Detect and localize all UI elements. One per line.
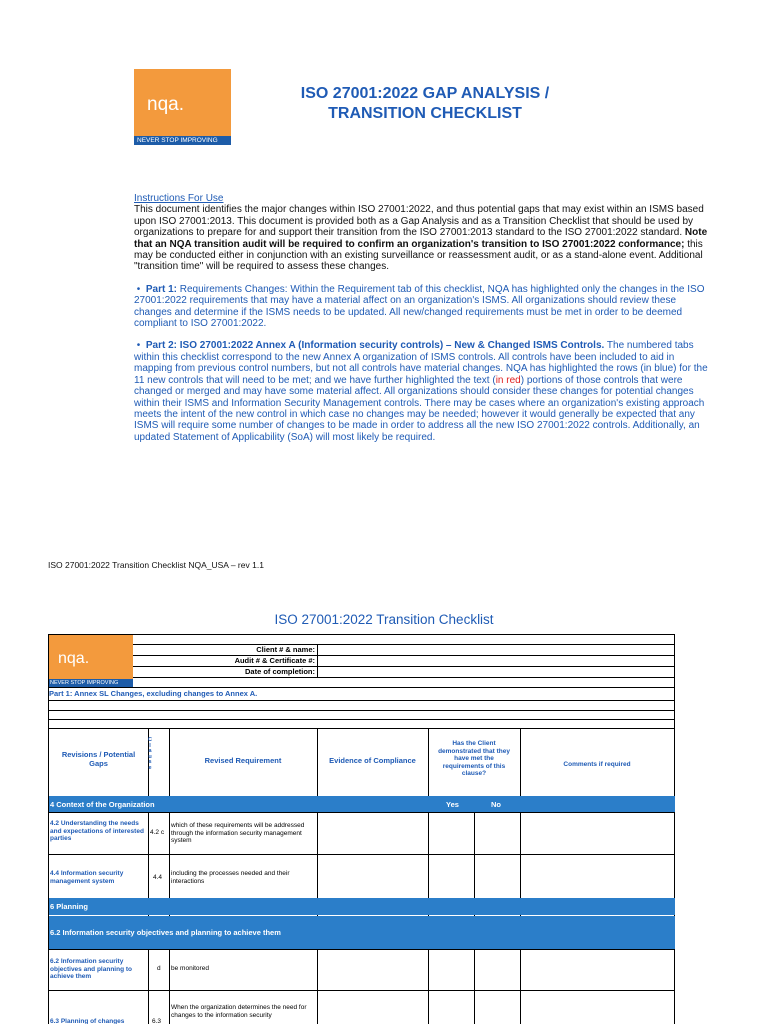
part1-header: Part 1: Annex SL Changes, excluding changes to Annex A. [49,689,258,698]
title-line-1: ISO 27001:2022 GAP ANALYSIS / [300,85,550,102]
sheet-line [133,677,675,678]
part2-title: ISO 27001:2022 Annex A (Information security controls) – New & Changed ISMS Controls. [179,340,605,352]
sheet-line [48,949,675,950]
row-6-3-item: 6.3 Planning of changes [50,1018,125,1024]
sheet-line [169,728,170,1024]
checklist-title: ISO 27001:2022 Transition Checklist [274,612,494,627]
intro-text-b: this may be conducted either in conjunction with an existing surveillance or reassessment audit, or as a stand-alone event. Additional "transition time" will be required to assess these changes. [134,238,703,273]
sheet-line [317,644,318,677]
instructions-block [134,193,714,454]
sheet-line [674,634,675,1024]
part2-paragraph: • Part 2: ISO 27001:2022 Annex A (Information security controls) – New & Changed ISMS Controls. The numbered tabs within this checklist correspond to the new Annex A organization of ISMS controls. All controls have been included to aid in mapping from previous control numbers, but not all controls have material changes. NQA has highlighted the rows (in blue) for the 11 new controls that will need to be met; and we have further highlighted the text (in red) portions of those controls that were changed or merged and may have some material affect. All organizations should consider these changes for potential changes within their ISMS and Information Security Management controls. There may be cases where an organization's existing approach meets the intent of the new control in which case no changes may be needed; however it would generally be expected that any ISMS will require some number of changes to be made in order to address all the new ISO 27001:2022 controls. Additionally, an updated Statement of Applicability (SoA) will most likely be required. [134,340,708,443]
audit-label: Audit # & Certificate #: [234,656,315,665]
part1-label: Part 1: [145,283,177,295]
row-4-4-requirement: including the processes needed and their interactions [171,870,290,885]
row-6-3-requirement: When the organization determines the need for changes to the information security [171,1004,307,1019]
sheet-logo-tagline: NEVER STOP IMPROVING [48,679,133,687]
nqa-logo [134,69,231,145]
no-header: No [491,799,501,809]
section-4-title: 4 Context of the Organization [50,799,155,809]
col-header-comments: Comments if required [563,761,631,768]
sheet-line [520,728,521,1024]
footer-reference: ISO 27001:2022 Transition Checklist NQA_USA – rev 1.1 [48,560,264,570]
part2-text-b: ) portions of those controls that were changed or merged and may have some material affect. All organizations should consider these changes for potential changes within their ISMS and Information Security Management controls. There may be cases where an organization's existing approach meets the intent of the new control in which case no changes may be needed; however it would generally be expected that any ISMS will require some number of changes to be made in order to address all the new ISO 27001:2022 controls. Additionally, an updated Statement of Applicability (SoA) will most likely be required. [134,374,705,443]
sheet-line [148,728,149,1024]
title-line-2: TRANSITION CHECKLIST [328,105,522,122]
row-6-2-item: 6.2 Information security objectives and planning to achieve them [50,958,132,980]
logo-brand: nqa. [147,94,184,115]
checklist-sheet [48,634,675,1024]
col-header-evidence: Evidence of Compliance [329,756,416,765]
sheet-line [48,687,675,688]
row-6-2-clause: d [157,965,161,972]
logo-tagline: NEVER STOP IMPROVING [134,136,231,145]
part2-label: Part 2: [145,340,177,352]
col-header-clause: Clause [148,737,152,771]
col-revisions-text: Revisions / Potential Gaps [61,750,136,768]
section-6-2-title: 6.2 Information security objectives and planning to achieve them [50,928,281,937]
sheet-line [48,812,675,813]
sheet-line [48,700,675,701]
client-label: Client # & name: [256,645,315,654]
yes-header: Yes [446,799,459,809]
sheet-logo [48,634,133,687]
sheet-line [48,634,675,635]
intro-text-a: This document identifies the major changes within ISO 27001:2022, and thus potential gaps that may exist within an ISMS based upon ISO 27001:2013. This document is provided both as a Gap Analysis and as a Transition Checklist that should be used by organizations to prepare for and support their transition from the ISO 27001:2013 standard to the ISO 27001:2022 standard. [134,204,704,239]
document-title [275,84,575,124]
sheet-line [48,719,675,720]
col-header-revisions [56,751,141,768]
row-6-3-clause: 6.3 [152,1018,162,1024]
sheet-line [48,728,675,729]
sheet-line [48,710,675,711]
section-4-bar [48,796,675,812]
part1-paragraph: • Part 1: Requirements Changes: Within the Requirement tab of this checklist, NQA has highlighted only the changes in the ISO 27001:2022 requirements that may have a material affect on an organization's ISMS. All organizations should review these changes and determine if the ISMS needs to be updated. All new/changed requirements must be met in order to be deemed compliant to ISO 27001:2022. [134,283,705,330]
row-4-4-item: 4.4 Information security management system [50,870,124,885]
col-header-met: Has the Client demonstrated that they have met the requirements of this clause? [438,740,510,777]
sheet-line [428,728,429,1024]
section-6-2-bar [48,916,675,949]
part1-text-a: Within the Requirement tab of this checklist, NQA has highlighted only the changes in the ISO 27001:2022 requirements that may have a material affect on an organization's ISMS [134,283,705,307]
row-4-4-clause: 4.4 [153,874,163,881]
part2-text-a: The numbered tabs within this checklist correspond to the new Annex A organization of ISMS controls. All controls have been included to aid in mapping from previous control numbers, but not all controls have material changes. NQA has highlighted the rows (in blue) for the 11 new controls that will need to be met; and we have further highlighted the text ( [134,340,708,386]
row-4-2-requirement: which of these requirements will be addressed through the information security management system [171,822,305,844]
sheet-line [48,990,675,991]
part1-title: Requirements Changes: [179,283,288,295]
instructions-heading: Instructions For Use [134,193,224,204]
sheet-logo-brand: nqa. [58,650,90,667]
intro-text-bold: Note that an NQA transition audit will be required to confirm an organization's transition to ISO 27001:2022 conformance; [134,227,708,250]
date-label: Date of completion: [244,667,315,676]
row-4-2-item: 4.2 Understanding the needs and expectations of interested parties [50,820,144,842]
section-6-bar [48,898,675,915]
part1-text-b: . All organizations should review these changes and determine if the ISMS needs to be updated. All new/changed requirements must be met in order to be deemed compliant to ISO 27001:2022. [134,295,683,330]
row-4-2-clause: 4.2 c [150,829,165,836]
intro-paragraph [134,204,714,272]
sheet-line [317,728,318,1024]
row-6-2-requirement: be monitored [171,965,209,972]
section-6-title: 6 Planning [50,902,88,911]
col-header-revised: Revised Requirement [204,756,282,765]
sheet-line [48,854,675,855]
sheet-line [48,634,49,1024]
part2-red-text: in red [495,374,521,386]
